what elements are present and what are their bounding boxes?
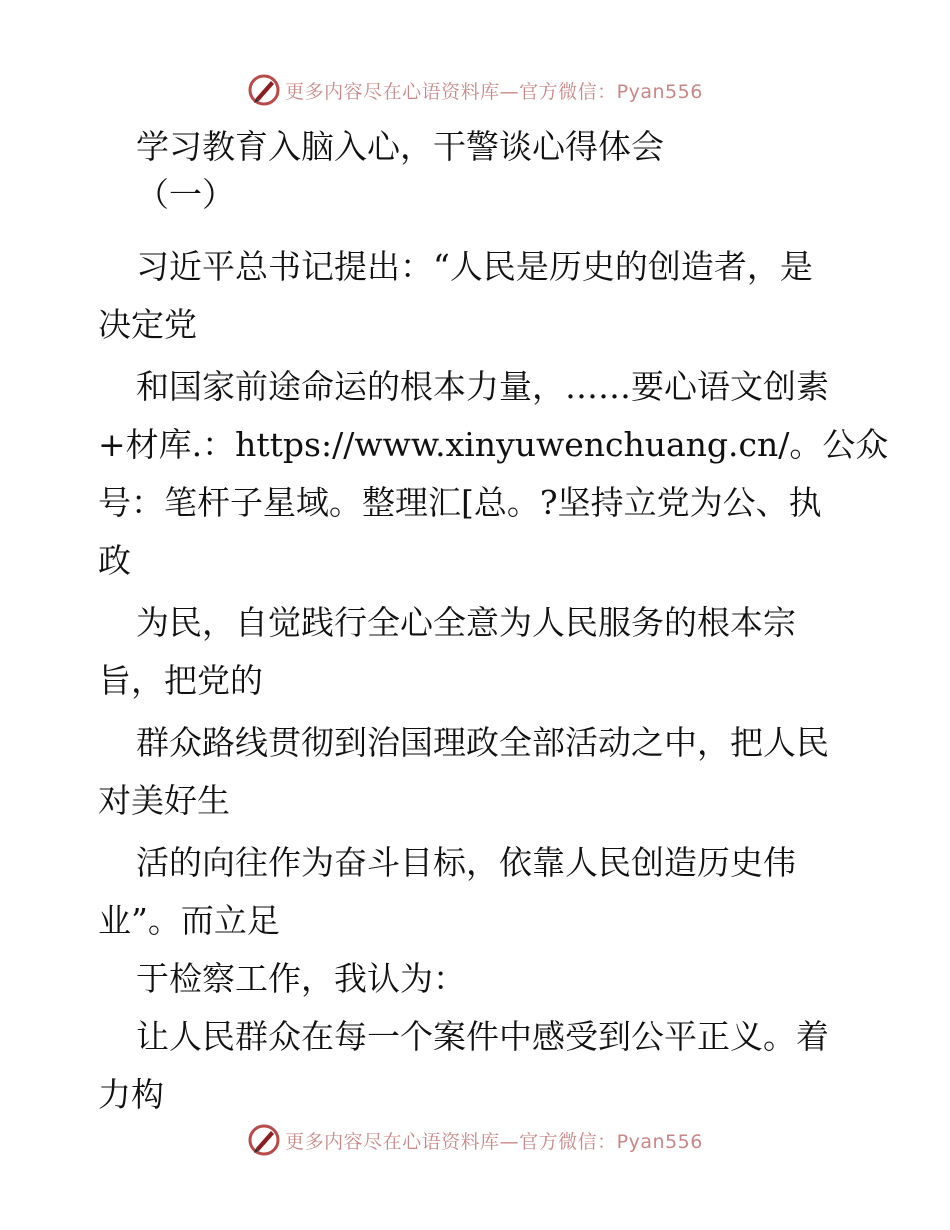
paragraph-line: 号：笔杆子星域。整理汇[总。?坚持立党为公、执 <box>98 483 822 522</box>
paragraph-line: 群众路线贯彻到治国理政全部活动之中，把人民 <box>136 723 829 762</box>
paragraph-line: 让人民群众在每一个案件中感受到公平正义。着 <box>136 1017 829 1056</box>
paragraph-line: 活的向往作为奋斗目标，依靠人民创造历史伟 <box>136 843 796 882</box>
footer-banner-text: 更多内容尽在心语资料库—官方微信：Pyan556 <box>285 1130 703 1153</box>
paragraph-line: 对美好生 <box>98 781 230 820</box>
pen-logo-icon <box>247 73 281 107</box>
paragraph-line: +材库.：https://www.xinyuwenchuang.cn/。公众 <box>98 425 889 464</box>
paragraph-line: 和国家前途命运的根本力量，……要心语文创素 <box>136 367 829 406</box>
document-title: 学习教育入脑入心，干警谈心得体会 <box>136 127 664 166</box>
paragraph-line: 政 <box>98 541 131 580</box>
paragraph-line: 决定党 <box>98 305 197 344</box>
header-banner <box>0 70 950 110</box>
paragraph-line: 旨，把党的 <box>98 661 263 700</box>
paragraph-line: 力构 <box>98 1075 164 1114</box>
header-banner-text: 更多内容尽在心语资料库—官方微信：Pyan556 <box>285 80 703 103</box>
paragraph-line: 习近平总书记提出：“人民是历史的创造者，是 <box>136 247 813 286</box>
footer-banner <box>0 1120 950 1160</box>
section-heading: （一） <box>136 175 235 214</box>
paragraph-line: 于检察工作，我认为： <box>136 959 466 998</box>
paragraph-line: 业”。而立足 <box>98 901 280 940</box>
paragraph-line: 为民，自觉践行全心全意为人民服务的根本宗 <box>136 603 796 642</box>
document-body <box>98 120 889 1114</box>
pen-logo-icon <box>247 1123 281 1157</box>
